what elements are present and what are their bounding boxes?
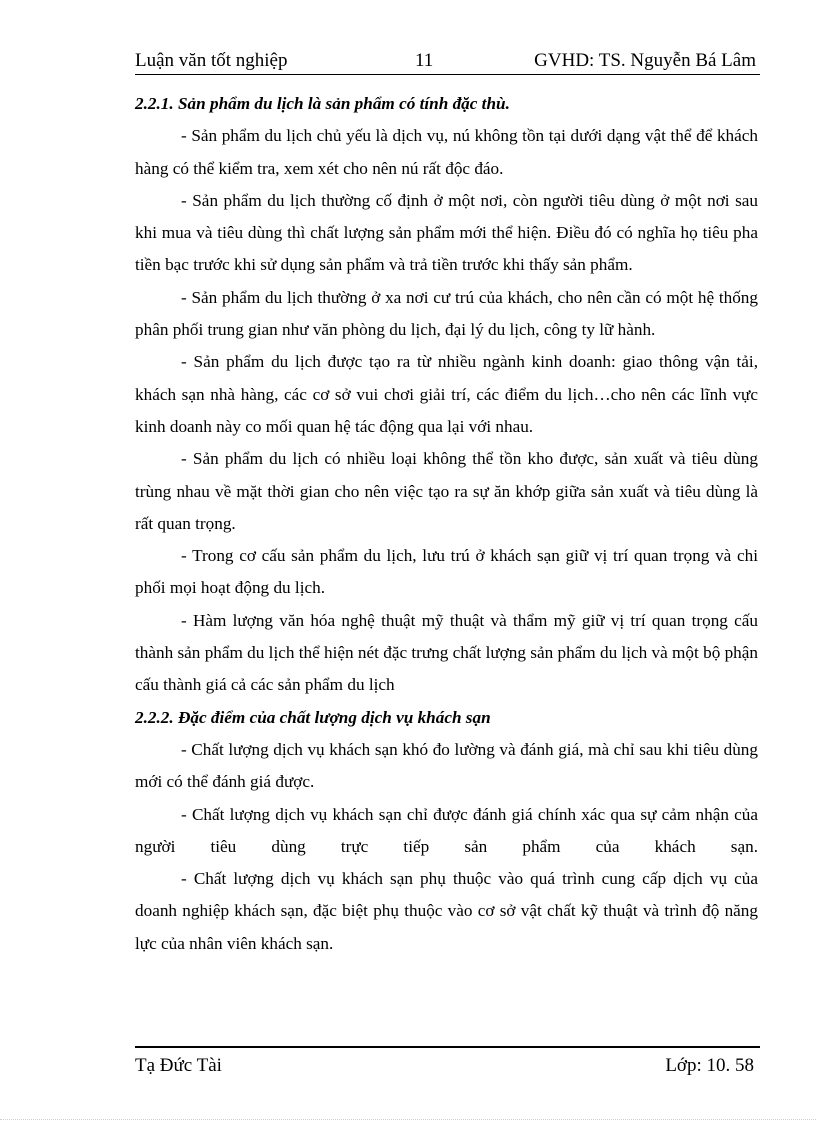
- page-header: [135, 48, 760, 75]
- paragraph: - Sản phẩm du lịch được tạo ra từ nhiều ngành kinh doanh: giao thông vận tải, khách sạn nhà hàng, các cơ sở vui chơi giải trí, các điểm du lịch…cho nên các lĩnh vực kinh doanh này co mối quan hệ tác động qua lại với nhau.: [135, 352, 758, 436]
- header-advisor: GVHD: TS. Nguyễn Bá Lâm: [534, 50, 756, 71]
- paragraph: - Chất lượng dịch vụ khách sạn phụ thuộc vào quá trình cung cấp dịch vụ của doanh nghiệp khách sạn, đặc biệt phụ thuộc vào cơ sở vật chất kỹ thuật và trình độ năng lực của nhân viên khách sạn.: [135, 869, 758, 953]
- paragraph: - Sản phẩm du lịch chủ yếu là dịch vụ, nú không tồn tại dưới dạng vật thể để khách hàng có thể kiểm tra, xem xét cho nên nú rất độc đáo.: [135, 126, 758, 178]
- footer-author: Tạ Đức Tài: [135, 1055, 222, 1076]
- paragraph: - Hàm lượng văn hóa nghệ thuật mỹ thuật và thẩm mỹ giữ vị trí quan trọng cấu thành sản phẩm du lịch thể hiện nét đặc trưng chất lượng sản phẩm du lịch và một bộ phận cấu thành giá cả các sản phẩm du lịch: [135, 610, 758, 695]
- paragraph: - Trong cơ cấu sản phẩm du lịch, lưu trú ở khách sạn giữ vị trí quan trọng và chi phối mọi hoạt động du lịch.: [135, 546, 758, 598]
- section-heading-2-2-1: 2.2.1. Sản phẩm du lịch là sản phẩm có tính đặc thù.: [135, 94, 510, 113]
- page-footer: [135, 1046, 760, 1080]
- paragraph: - Sản phẩm du lịch thường ở xa nơi cư trú của khách, cho nên cần có một hệ thống phân phối trung gian như văn phòng du lịch, đại lý du lịch, công ty lữ hành.: [135, 287, 758, 340]
- paragraph: - Chất lượng dịch vụ khách sạn khó đo lường và đánh giá, mà chỉ sau khi tiêu dùng mới có thể đánh giá được.: [135, 739, 758, 792]
- footer-class: Lớp: 10. 58: [665, 1055, 754, 1076]
- page-body: [135, 88, 758, 960]
- paragraph: - Sản phẩm du lịch có nhiều loại không thể tồn kho được, sản xuất và tiêu dùng trùng nhau về mặt thời gian cho nên việc tạo ra sự ăn khớp giữa sản xuất và tiêu dùng là rất quan trọng.: [135, 449, 758, 533]
- paragraph: - Sản phẩm du lịch thường cố định ở một nơi, còn người tiêu dùng ở một nơi sau khi mua và tiêu dùng thì chất lượng sản phẩm mới thể hiện. Điều đó có nghĩa họ tiêu pha tiền bạc trước khi sử dụng sản phẩm và trả tiền trước khi thấy sản phẩm.: [135, 190, 758, 275]
- header-page-number: 11: [415, 50, 434, 71]
- section-heading-2-2-2: 2.2.2. Đặc điểm của chất lượng dịch vụ khách sạn: [135, 707, 491, 727]
- paragraph: - Chất lượng dịch vụ khách sạn chỉ được đánh giá chính xác qua sự cảm nhận của người tiêu dùng trực tiếp sản phẩm của khách sạn.: [135, 804, 758, 856]
- header-thesis-label: Luận văn tốt nghiệp: [135, 50, 288, 71]
- page-edge-divider: [0, 1119, 816, 1120]
